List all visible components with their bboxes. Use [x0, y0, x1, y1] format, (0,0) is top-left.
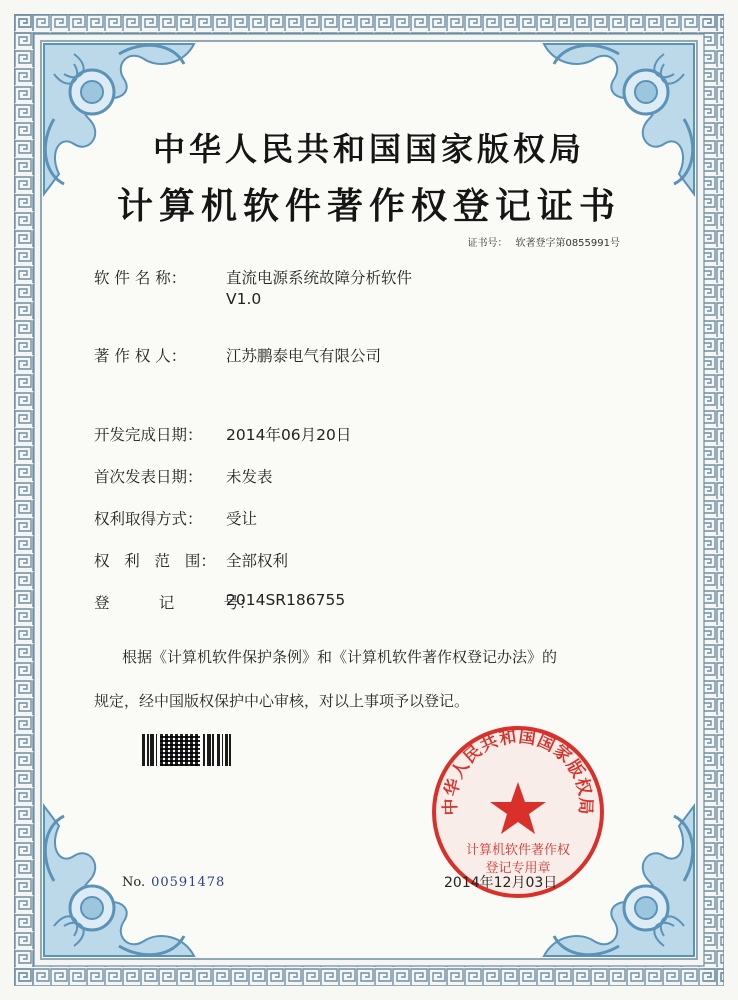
barcode-icon [142, 734, 246, 766]
field-label: 权利取得方式： [94, 510, 203, 528]
serial-number-value: 00591478 [151, 875, 226, 890]
field-software-name [94, 266, 412, 308]
certificate-number-label: 证书号： [467, 238, 508, 249]
field-value: 未发表 [226, 468, 273, 486]
seal-outer-text: 中华人民共和国国家版权局 [440, 726, 596, 816]
field-completion-date [94, 423, 351, 445]
certificate-number-value: 软著登字第0855991号 [515, 238, 620, 249]
field-label: 开发完成日期： [94, 426, 203, 444]
field-value: 全部权利 [226, 552, 289, 570]
certificate-title: 计算机软件著作权登记证书 [116, 186, 621, 227]
field-acquisition-method [94, 507, 257, 529]
issue-date: 2014年12月03日 [444, 875, 558, 891]
issuing-authority: 中华人民共和国国家版权局 [152, 130, 585, 168]
field-rights-scope [94, 549, 288, 571]
field-label: 软 件 名 称： [94, 269, 187, 287]
field-value-version: V1.0 [226, 290, 262, 308]
field-label: 登 记 号： [94, 594, 255, 612]
field-label: 著 作 权 人： [94, 347, 187, 365]
serial-number [122, 875, 225, 890]
certificate-number [459, 234, 620, 249]
field-value: 2014SR186755 [226, 591, 346, 609]
field-value: 直流电源系统故障分析软件 [226, 269, 413, 287]
field-value: 江苏鹏泰电气有限公司 [226, 347, 382, 365]
seal-inner-line-1: 计算机软件著作权 [465, 843, 571, 858]
serial-number-label: No. [122, 875, 146, 890]
field-label: 首次发表日期： [94, 468, 203, 486]
statement-line-2: 规定，经中国版权保护中心审核，对以上事项予以登记。 [94, 692, 470, 710]
statement-line-1: 根据《计算机软件保护条例》和《计算机软件著作权登记办法》的 [122, 648, 558, 666]
seal-inner-line-2: 登记专用章 [485, 861, 551, 876]
field-label: 权 利 范 围： [94, 552, 216, 570]
field-publication-date [94, 465, 273, 487]
field-registration-number [94, 591, 345, 613]
field-value: 2014年06月20日 [226, 426, 352, 444]
field-copyright-owner [94, 344, 381, 366]
field-value: 受让 [226, 510, 258, 528]
